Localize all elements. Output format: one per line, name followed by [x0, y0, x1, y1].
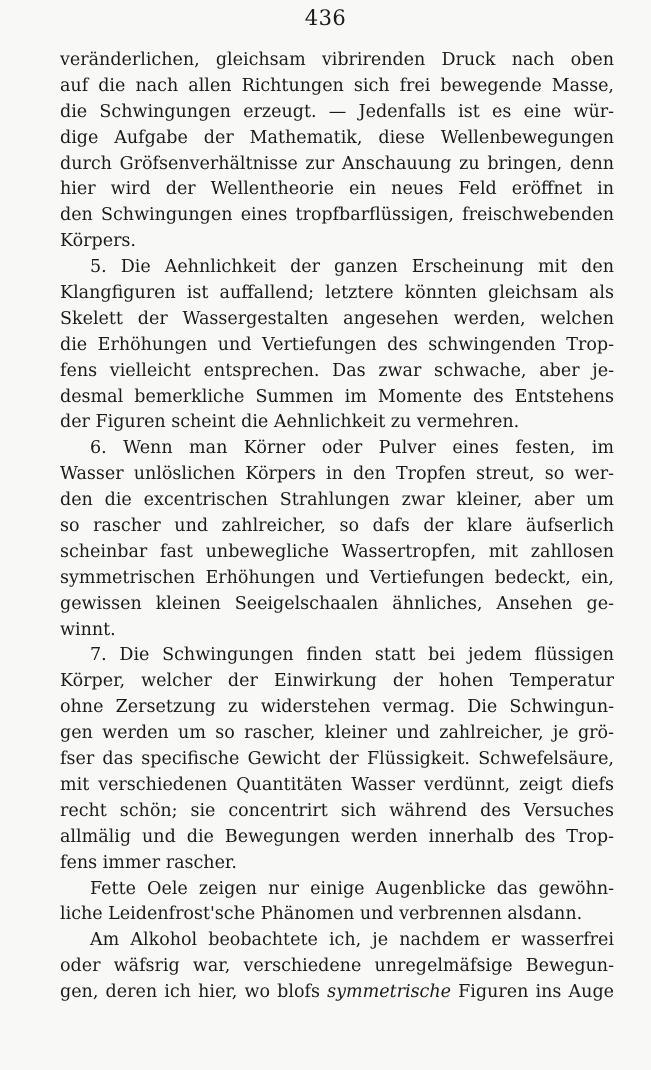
- text-line: den Schwingungen eines tropfbarflüssigen, freischwebenden: [60, 205, 614, 226]
- text-line: symmetrischen Erhöhungen und Vertiefungen bedeckt, ein,: [60, 567, 614, 588]
- text-line: gen, deren ich hier, wo blofs symmetrische Figuren ins Auge: [60, 982, 614, 1003]
- text-line: gewissen kleinen Seeigelschaalen ähnliches, Ansehen ge-: [60, 593, 614, 614]
- text-line: oder wäfsrig war, verschiedene unregelmäfsige Bewegun-: [60, 956, 614, 977]
- text-line: fens immer rascher.: [60, 852, 237, 873]
- text-line: Am Alkohol beobachtete ich, je nachdem er wasserfrei: [90, 930, 614, 951]
- text-line: desmal bemerkliche Summen im Momente des Entstehens: [60, 386, 614, 407]
- text-line: dige Aufgabe der Mathematik, diese Wellenbewegungen: [60, 127, 614, 148]
- text-line: recht schön; sie concentrirt sich während des Versuches: [60, 800, 614, 821]
- italic-word: symmetrische: [327, 982, 451, 1003]
- text-line: Körpers.: [60, 231, 136, 252]
- text-line: so rascher und zahlreicher, so dafs der klare äufserlich: [60, 516, 614, 537]
- text-line: auf die nach allen Richtungen sich frei bewegende Masse,: [60, 75, 614, 96]
- text-line: Wasser unlöslichen Körpers in den Tropfen streut, so wer-: [60, 464, 614, 485]
- text-line: 7. Die Schwingungen finden statt bei jedem flüssigen: [90, 645, 614, 666]
- text-line: den die excentrischen Strahlungen zwar kleiner, aber um: [60, 490, 614, 511]
- text-line: Fette Oele zeigen nur einige Augenblicke das gewöhn-: [90, 878, 614, 899]
- text-line: liche Leidenfrost'sche Phänomen und verbrennen alsdann.: [60, 904, 583, 925]
- text-line: ohne Zersetzung zu widerstehen vermag. Die Schwingun-: [60, 697, 614, 718]
- body-text: [60, 48, 614, 1006]
- text-line: 5. Die Aehnlichkeit der ganzen Erscheinung mit den: [90, 257, 614, 278]
- text-line: fser das specifische Gewicht der Flüssigkeit. Schwefelsäure,: [60, 749, 614, 770]
- text-line: winnt.: [60, 619, 116, 640]
- text-line: hier wird der Wellentheorie ein neues Feld eröffnet in: [60, 179, 614, 200]
- text-line: veränderlichen, gleichsam vibrirenden Druck nach oben: [60, 50, 614, 70]
- text-line: gen werden um so rascher, kleiner und zahlreicher, je grö-: [60, 723, 614, 744]
- text-line: Skelett der Wassergestalten angesehen werden, welchen: [60, 308, 614, 329]
- text-line: allmälig und die Bewegungen werden innerhalb des Trop-: [60, 826, 614, 847]
- text-line: die Erhöhungen und Vertiefungen des schwingenden Trop-: [60, 334, 614, 355]
- text-line: fens vielleicht entsprechen. Das zwar schwache, aber je-: [60, 360, 614, 381]
- page-number: 436: [304, 6, 347, 30]
- text-line: der Figuren scheint die Aehnlichkeit zu vermehren.: [60, 412, 520, 433]
- text-line: scheinbar fast unbewegliche Wassertropfen, mit zahllosen: [60, 541, 614, 562]
- text-line: mit verschiedenen Quantitäten Wasser verdünnt, zeigt diefs: [60, 774, 614, 795]
- text-line: die Schwingungen erzeugt. — Jedenfalls ist es eine wür-: [60, 101, 614, 122]
- text-line: durch Gröfsenverhältnisse zur Anschauung zu bringen, denn: [60, 153, 614, 174]
- text-line: Körper, welcher der Einwirkung der hohen Temperatur: [60, 671, 614, 692]
- text-line: 6. Wenn man Körner oder Pulver eines festen, im: [90, 438, 614, 459]
- text-line: Klangfiguren ist auffallend; letztere könnten gleichsam als: [60, 283, 614, 304]
